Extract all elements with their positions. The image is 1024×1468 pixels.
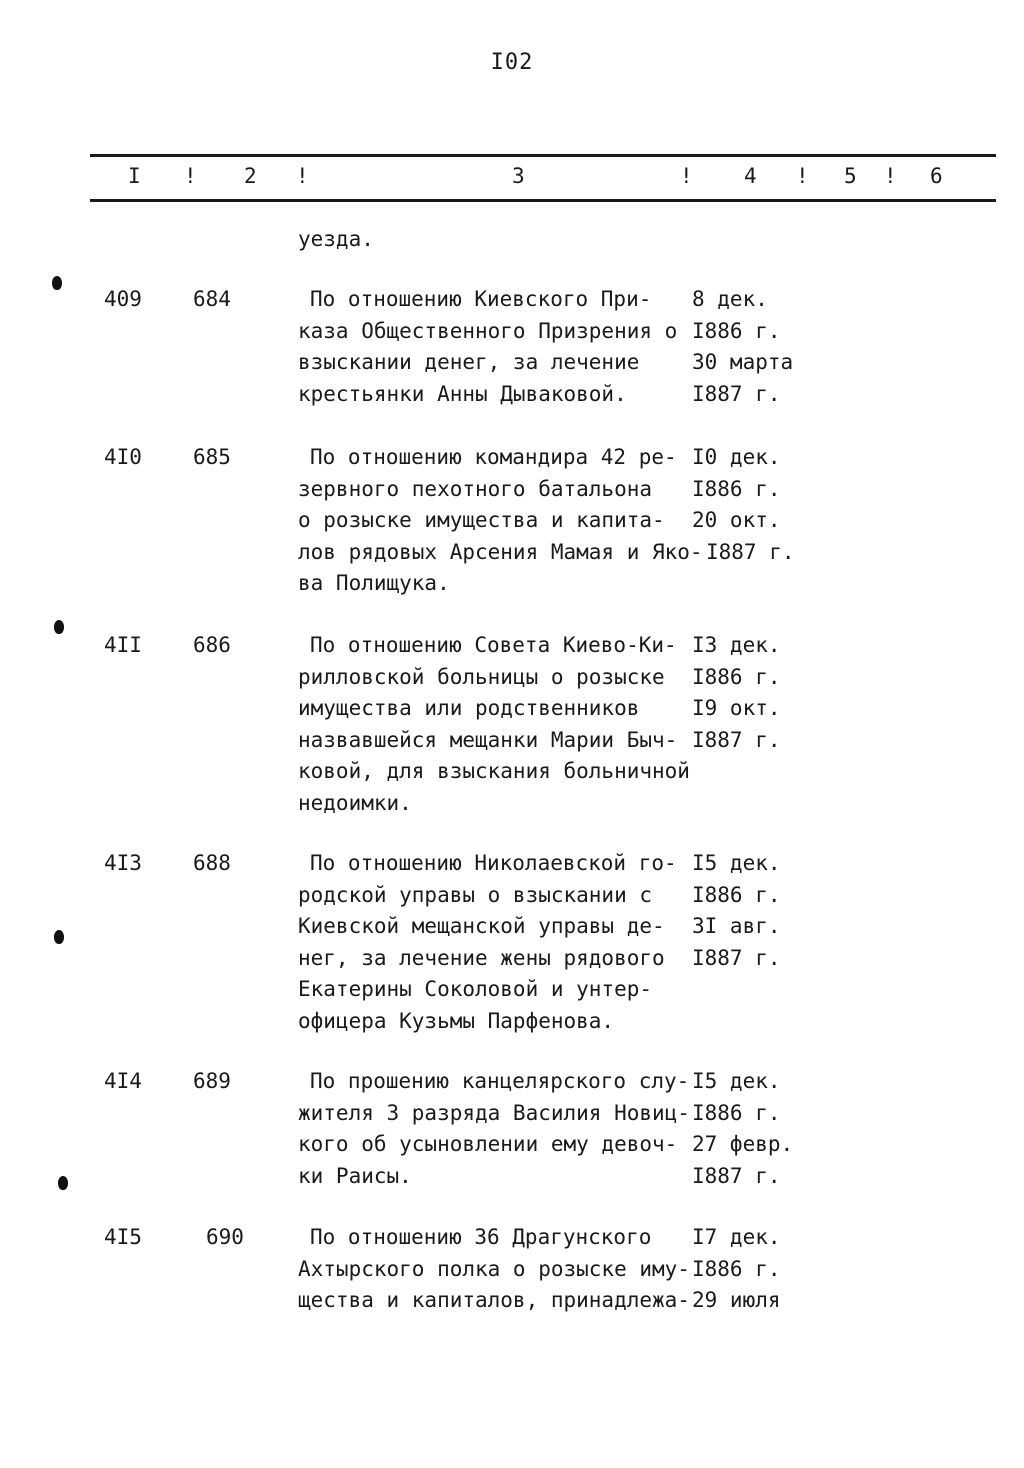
header-top-rule bbox=[90, 154, 996, 157]
case-dates bbox=[692, 1222, 781, 1317]
header-col-6: 6 bbox=[930, 164, 943, 188]
description-line: лов рядовых Арсения Мамая и Яко- bbox=[298, 539, 703, 564]
case-dates bbox=[692, 284, 793, 410]
date-line: I887 г. bbox=[692, 945, 781, 970]
case-number: 689 bbox=[193, 1069, 231, 1093]
description-line: крестьянки Анны Дываковой. bbox=[298, 381, 627, 406]
punch-hole-mark bbox=[54, 620, 64, 634]
punch-hole-mark bbox=[58, 1176, 68, 1190]
description-line: офицера Кузьмы Парфенова. bbox=[298, 1008, 615, 1033]
header-separator: ! bbox=[184, 164, 197, 188]
description-line: зервного пехотного батальона bbox=[298, 476, 653, 501]
case-description bbox=[298, 1066, 690, 1192]
description-line: рилловской больницы о розыске bbox=[298, 664, 665, 689]
date-line: I887 г. bbox=[706, 539, 795, 564]
description-line: ковой, для взыскания больничной bbox=[298, 759, 690, 783]
case-number: 685 bbox=[193, 445, 231, 469]
description-line: имущества или родственников bbox=[298, 696, 640, 720]
date-line: I0 дек. bbox=[692, 445, 781, 469]
description-line: о розыске имущества и капита- bbox=[298, 508, 665, 532]
case-description bbox=[298, 1222, 690, 1317]
description-line: По прошению канцелярского слу- bbox=[310, 1069, 690, 1093]
description-line: ва Полищука. bbox=[298, 571, 450, 595]
date-line: I887 г. bbox=[692, 1163, 781, 1188]
page-number: I02 bbox=[490, 50, 534, 75]
header-separator: ! bbox=[884, 164, 897, 188]
date-line: 29 июля bbox=[692, 1288, 781, 1312]
description-line: По отношению Совета Киево-Ки- bbox=[310, 633, 677, 657]
date-line: I886 г. bbox=[692, 664, 781, 689]
header-separator: ! bbox=[680, 164, 693, 188]
header-col-4: 4 bbox=[744, 164, 757, 188]
date-line: 27 февр. bbox=[692, 1132, 794, 1156]
description-line: По отношению 36 Драгунского bbox=[310, 1225, 652, 1249]
description-line: ки Раисы. bbox=[298, 1163, 412, 1188]
description-line: По отношению командира 42 ре- bbox=[310, 445, 677, 469]
case-description bbox=[298, 284, 677, 410]
row-number: 4I5 bbox=[104, 1225, 142, 1249]
description-line: Киевской мещанской управы де- bbox=[298, 914, 665, 938]
description-line: взыскании денег, за лечение bbox=[298, 350, 640, 374]
date-line: I5 дек. bbox=[692, 851, 781, 875]
case-number: 686 bbox=[193, 633, 231, 657]
header-separator: ! bbox=[296, 164, 309, 188]
case-number: 684 bbox=[193, 287, 231, 311]
continuation-text: уезда. bbox=[298, 227, 374, 251]
header-col-1: I bbox=[128, 164, 141, 188]
date-line: I886 г. bbox=[692, 318, 781, 343]
case-description bbox=[298, 630, 690, 819]
date-line: I7 дек. bbox=[692, 1225, 781, 1249]
header-col-2: 2 bbox=[244, 164, 257, 188]
description-line: По отношению Николаевской го- bbox=[310, 851, 677, 875]
description-line: Ахтырского полка о розыске иму- bbox=[298, 1256, 690, 1281]
date-line: 8 дек. bbox=[692, 287, 768, 311]
case-dates bbox=[692, 630, 781, 756]
date-line: I887 г. bbox=[692, 381, 781, 406]
date-line: I886 г. bbox=[692, 1256, 781, 1281]
description-line: кого об усыновлении ему девоч- bbox=[298, 1132, 678, 1156]
case-dates bbox=[692, 848, 781, 974]
description-line: щества и капиталов, принадлежа- bbox=[298, 1288, 690, 1312]
case-number: 688 bbox=[193, 851, 231, 875]
description-line: Екатерины Соколовой и унтер- bbox=[298, 977, 653, 1001]
date-line: I3 дек. bbox=[692, 633, 781, 657]
row-number: 409 bbox=[104, 287, 142, 311]
date-line: I887 г. bbox=[692, 727, 781, 752]
description-line: назвавшейся мещанки Марии Быч- bbox=[298, 727, 678, 752]
description-line: недоимки. bbox=[298, 790, 412, 815]
description-line: нег, за лечение жены рядового bbox=[298, 945, 665, 970]
date-line: I5 дек. bbox=[692, 1069, 781, 1093]
description-line: каза Общественного Призрения о bbox=[298, 318, 678, 343]
row-number: 4I4 bbox=[104, 1069, 142, 1093]
case-description bbox=[298, 848, 677, 1037]
date-line: I9 окт. bbox=[692, 696, 781, 720]
header-bottom-rule bbox=[90, 199, 996, 202]
case-number: 690 bbox=[206, 1225, 244, 1249]
punch-hole-mark bbox=[54, 930, 64, 944]
punch-hole-mark bbox=[52, 276, 62, 290]
date-line: 3I авг. bbox=[692, 914, 781, 938]
header-col-5: 5 bbox=[844, 164, 857, 188]
row-number: 4I3 bbox=[104, 851, 142, 875]
row-number: 4I0 bbox=[104, 445, 142, 469]
description-line: По отношению Киевского При- bbox=[310, 287, 652, 311]
header-separator: ! bbox=[796, 164, 809, 188]
description-line: родской управы о взыскании с bbox=[298, 882, 653, 907]
row-number: 4II bbox=[104, 633, 142, 657]
description-line: жителя 3 разряда Василия Новиц- bbox=[298, 1100, 690, 1125]
date-line: I886 г. bbox=[692, 476, 781, 501]
date-line: I886 г. bbox=[692, 1100, 781, 1125]
case-dates bbox=[692, 1066, 793, 1192]
header-col-3: 3 bbox=[512, 164, 525, 188]
date-line: I886 г. bbox=[692, 882, 781, 907]
case-description bbox=[298, 442, 703, 600]
date-line: 30 марта bbox=[692, 350, 794, 374]
date-line: 20 окт. bbox=[692, 508, 781, 532]
case-dates bbox=[692, 442, 795, 568]
table-header-row bbox=[0, 164, 1024, 190]
